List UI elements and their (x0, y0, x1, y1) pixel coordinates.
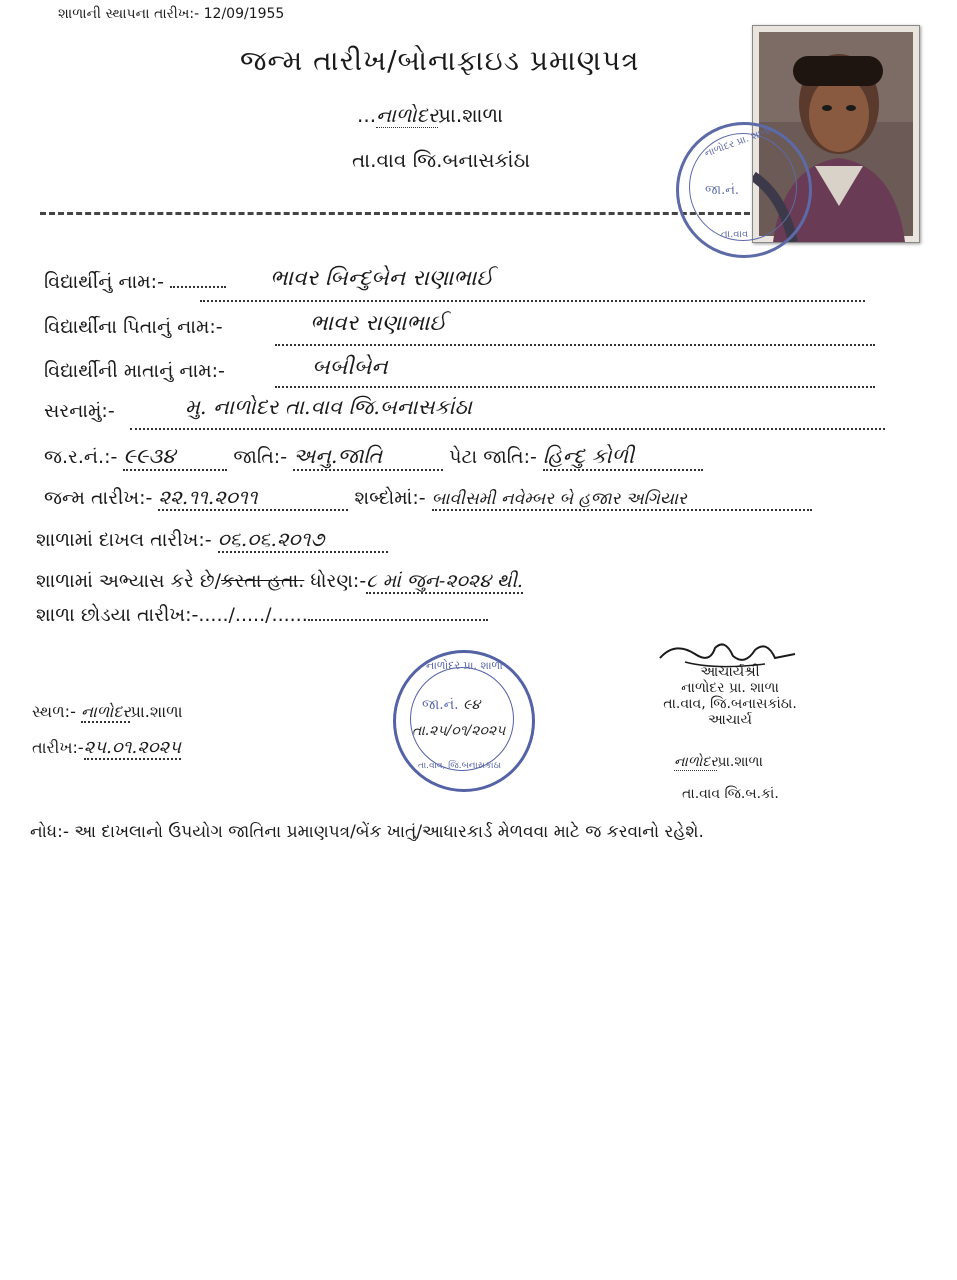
subcaste-label: પેટા જાતિ:- (449, 446, 537, 468)
father-name-underline (275, 344, 875, 346)
date-row (32, 737, 181, 758)
mother-name-row (44, 360, 225, 382)
student-name-underline (200, 300, 865, 302)
father-name-row (44, 316, 223, 338)
principal-taluka: તા.વાવ, જિ.બનાસકાંઠા. (663, 696, 797, 712)
stamp-no-row (422, 697, 480, 713)
stamp-no-label: જા.નં. (422, 697, 459, 713)
leaving-label: શાળા છોડયા તારીખ:- (36, 604, 199, 626)
school-name-line (357, 103, 503, 127)
gr-label: જ.ર.નં.:- (44, 446, 118, 468)
photo-stamp (676, 122, 812, 258)
leaving-value: ...../...../...... (198, 604, 308, 626)
certificate-title: જન્મ તારીખ/બોનાફાઇડ પ્રમાણપત્ર (240, 44, 640, 77)
photo-stamp-top: નાળોદર પ્રા. શાળા (703, 125, 773, 160)
study-std-label: ધોરણ:- (310, 570, 367, 592)
principal-school-suffix: પ્રા.શાળા (717, 754, 763, 770)
subcaste-value: હિન્દુ કોળી (543, 444, 703, 471)
principal-school-hand: નાળોદર (674, 754, 718, 770)
study-label: શાળામાં અભ્યાસ કરે છે/ (36, 570, 221, 592)
principal-short-taluka: તા.વાવ જિ.બ.કાં. (682, 786, 779, 802)
principal-title: આચાર્યશ્રી (700, 664, 760, 680)
mother-name-value: બબીબેન (312, 355, 388, 380)
admission-label: શાળામાં દાખલ તારીખ:- (36, 529, 212, 551)
place-suffix: પ્રા.શાળા (130, 702, 183, 721)
caste-label: જાતિ:- (233, 446, 288, 468)
stamp-bottom-text: તા.વાવ, જિ.બનાસકાંઠા (418, 761, 502, 771)
study-struck-text: કરતા હતા. (220, 570, 305, 592)
date-value: ૨૫.૦૧.૨૦૨૫ (83, 737, 181, 758)
school-suffix: પ્રા.શાળા (438, 103, 504, 127)
school-prefix: ... (357, 103, 377, 127)
principal-block (640, 664, 820, 728)
school-stamp (393, 650, 535, 792)
place-handwritten: નાળોદર (80, 702, 131, 721)
photo-stamp-no-label: જા.નં. (705, 183, 740, 198)
admission-value: ૦૬.૦૬.૨૦૧૭ (218, 527, 388, 553)
father-name-value: ભાવર રાણાભાઈ (310, 311, 447, 336)
date-label: તારીખ:- (32, 738, 84, 757)
gr-value: ૯૯૩૪ (123, 444, 227, 471)
student-name-label: વિદ્યાર્થીનું નામ:- (44, 271, 164, 293)
mother-name-underline (275, 386, 875, 388)
father-name-label: વિદ્યાર્થીના પિતાનું નામ:- (44, 316, 223, 338)
place-row (32, 702, 183, 722)
place-label: સ્થળ:- (32, 702, 76, 721)
usage-note: નોધ:- આ દાખલાનો ઉપયોગ જાતિના પ્રમાણપત્ર/બેંક ખાતું/આધારકાર્ડ મેળવવા માટે જ કરવાનો રહેશે. (30, 822, 704, 842)
stamp-top-text: નાળોદર પ્રા. શાળા (426, 659, 503, 672)
dob-words-value: બાવીસમી નવેમ્બર બે હજાર અગિયાર (432, 489, 812, 511)
address-row (44, 400, 115, 422)
student-name-value: ભાવર બિન્દુબેન રાણાભાઈ (270, 266, 494, 291)
stamp-no-value: ૯૪ (463, 697, 481, 713)
stamp-date: તા.૨૫/૦૧/૨૦૨૫ (412, 723, 506, 739)
principal-role: આચાર્ય (708, 712, 752, 728)
photo-stamp-bottom: તા.વાવ (721, 229, 749, 240)
address-value: મુ. નાળોદર તા.વાવ જિ.બનાસકાંઠા (185, 395, 472, 419)
leaving-row (36, 604, 488, 626)
taluka-district: તા.વાવ જિ.બનાસકાંઠા (352, 148, 531, 172)
mother-name-label: વિદ્યાર્થીની માતાનું નામ:- (44, 360, 225, 382)
words-label: શબ્દોમાં:- (354, 487, 426, 509)
study-std-value: ૮ માં જુન-૨૦૨૪ થી. (366, 570, 523, 592)
student-name-row (44, 271, 226, 293)
school-handwritten: નાળોદર (376, 103, 438, 127)
address-label: સરનામું:- (44, 400, 115, 422)
header-divider (40, 212, 750, 215)
study-row (36, 570, 523, 592)
gr-caste-row (44, 444, 703, 471)
established-date: શાળાની સ્થાપના તારીખ:- 12/09/1955 (58, 6, 285, 22)
dob-value: ૨૨.૧૧.૨૦૧૧ (158, 485, 348, 511)
dob-row (44, 485, 812, 511)
principal-school: નાળોદર પ્રા. શાળા (681, 680, 779, 696)
address-underline (130, 428, 885, 430)
admission-row (36, 527, 388, 553)
caste-value: અનુ.જાતિ (293, 444, 443, 471)
principal-school-line (674, 754, 763, 770)
dob-label: જન્મ તારીખ:- (44, 487, 153, 509)
